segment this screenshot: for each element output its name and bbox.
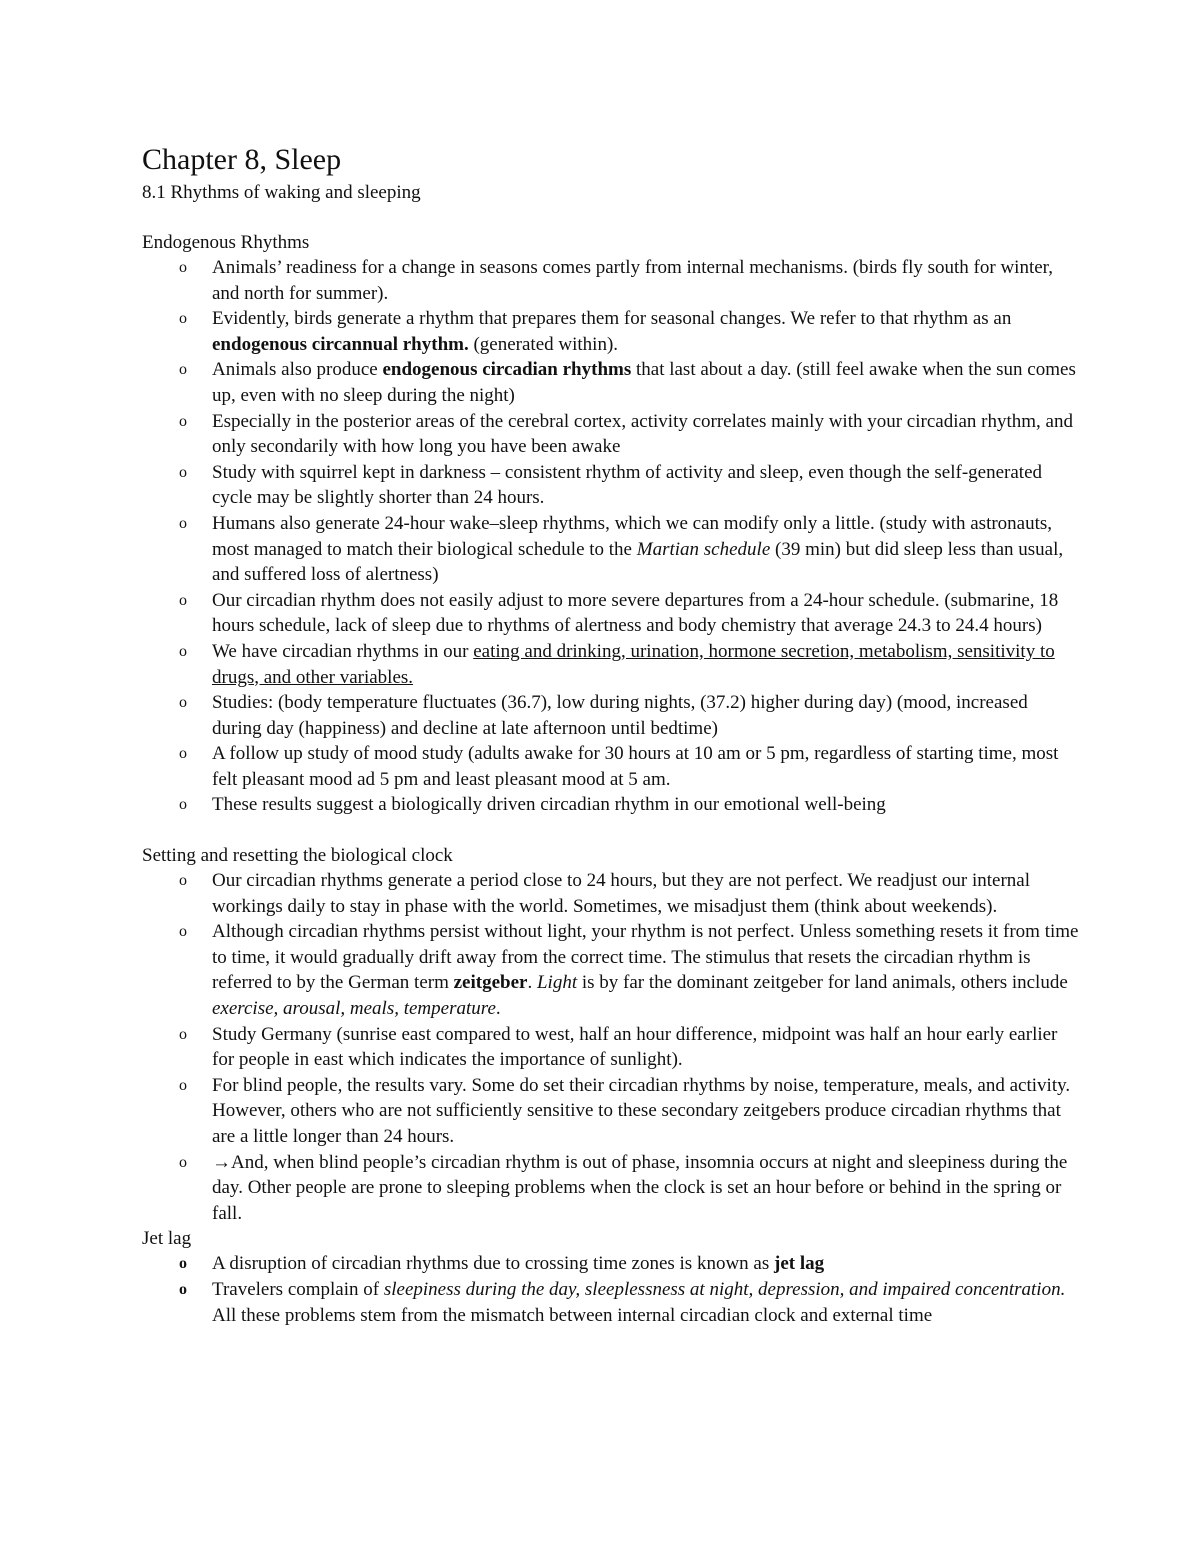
list-item — [142, 741, 1082, 792]
bullet-list-biological-clock — [142, 868, 1082, 1226]
section-subtitle: 8.1 Rhythms of waking and sleeping — [142, 182, 421, 203]
bullet-marker: o — [179, 1025, 187, 1043]
list-item — [142, 792, 1082, 818]
bullet-marker: o — [179, 412, 187, 430]
italic-term: exercise, arousal, meals, temperature — [212, 998, 496, 1020]
list-item — [142, 460, 1082, 511]
item-text: . — [495, 998, 501, 1020]
item-text: (39 min) but did sleep less than usual, and suffered loss of alertness) — [212, 538, 1064, 586]
bullet-list-jet-lag — [142, 1251, 1082, 1328]
item-text: For blind people, the results vary. Some do set their circadian rhythms by noise, temperature, meals, and activity. However, others who are not sufficiently sensitive to these secondary zeitgebers produce circadian rhythms that are a little longer than 24 hours. — [212, 1074, 1071, 1147]
item-text: Animals also produce — [212, 359, 383, 381]
bullet-marker: o — [179, 259, 187, 276]
underlined-text: eating and drinking, urination, hormone secretion, metabolism, sensitivity to drugs, and other variables. — [212, 640, 1055, 688]
document-body — [142, 140, 1082, 1328]
bullet-marker: o — [179, 361, 187, 379]
bullet-marker: o — [179, 872, 187, 890]
bold-term: zeitgeber — [453, 972, 528, 994]
bold-term: jet lag — [774, 1253, 825, 1275]
heading-jet-lag: Jet lag — [142, 1228, 192, 1250]
bold-term: → — [212, 1151, 231, 1173]
item-text: These results suggest a biologically driven circadian rhythm in our emotional well-being — [212, 794, 886, 816]
bullet-marker: o — [179, 591, 187, 609]
bullet-marker: o — [179, 463, 187, 481]
list-item — [142, 511, 1082, 588]
list-item — [142, 1251, 1082, 1277]
list-item — [142, 919, 1082, 1021]
bullet-marker: o — [179, 310, 187, 328]
item-text: Study with squirrel kept in darkness – consistent rhythm of activity and sleep, even though the self-generated cycle may be slightly shorter than 24 hours. — [212, 461, 1042, 509]
bullet-marker: o — [179, 1255, 187, 1273]
bullet-marker: o — [179, 514, 187, 532]
italic-term: Martian schedule — [636, 538, 771, 560]
list-item — [142, 255, 1082, 306]
list-item — [142, 409, 1082, 460]
item-text: Evidently, birds generate a rhythm that prepares them for seasonal changes. We refer to that rhythm as an — [212, 308, 1012, 330]
item-text: We have circadian rhythms in our — [212, 640, 474, 662]
list-item — [142, 1150, 1082, 1227]
bold-term: endogenous circannual rhythm. — [212, 333, 469, 355]
bold-term: endogenous circadian rhythms — [382, 359, 632, 381]
heading-endogenous-rhythms: Endogenous Rhythms — [142, 232, 310, 253]
item-text: Our circadian rhythm does not easily adjust to more severe departures from a 24-hour schedule. (submarine, 18 hours schedule, lack of sleep due to rhythms of alertness and body chemistry that average 24.3 to 24.4 hours) — [212, 589, 1059, 637]
item-text: Studies: (body temperature fluctuates (36.7), low during nights, (37.2) higher during day) (mood, increased during day (happiness) and decline at late afternoon until bedtime) — [212, 692, 1028, 739]
item-text: Although circadian rhythms persist without light, your rhythm is not perfect. Unless something resets it from time to time, it would gradually drift away from the correct time. The stimulus that resets the circadian rhythm is referred to by the German term — [212, 921, 1079, 994]
bullet-marker: o — [179, 1153, 187, 1171]
list-item — [142, 306, 1082, 357]
bullet-marker: o — [179, 745, 187, 763]
bullet-marker: o — [179, 1280, 187, 1298]
bullet-marker: o — [179, 1076, 187, 1094]
bullet-marker: o — [179, 642, 187, 660]
bullet-list-endogenous-rhythms — [142, 255, 1082, 818]
bullet-marker: o — [179, 923, 187, 941]
item-text: And, when blind people’s circadian rhythm is out of phase, insomnia occurs at night and sleepiness during the day. Other people are prone to sleeping problems when the clock is set an hour before or behind in the spring or fall. — [212, 1151, 1068, 1224]
item-text: Our circadian rhythms generate a period close to 24 hours, but they are not perfect. We readjust our internal workings daily to stay in phase with the world. Sometimes, we misadjust them (think about weekends). — [212, 870, 1030, 917]
item-text: is by far the dominant zeitgeber for land animals, others include — [577, 972, 1068, 994]
item-text: that last about a day. (still feel awake when the sun comes up, even with no sleep during the night) — [212, 359, 1076, 406]
item-text: (generated within). — [468, 333, 619, 355]
list-item — [142, 357, 1082, 408]
item-text: A disruption of circadian rhythms due to crossing time zones is known as — [212, 1253, 774, 1275]
heading-biological-clock: Setting and resetting the biological clock — [142, 845, 453, 867]
item-text: Travelers complain of — [212, 1278, 384, 1300]
list-item — [142, 1277, 1082, 1328]
list-item — [142, 1022, 1082, 1073]
list-item — [142, 868, 1082, 919]
item-text: . — [527, 972, 537, 994]
bullet-marker: o — [179, 694, 187, 712]
list-item — [142, 690, 1082, 741]
italic-term: sleepiness during the day, sleeplessness at night, depression, and impaired concentration. — [383, 1278, 1066, 1300]
list-item — [142, 588, 1082, 639]
italic-term: Light — [536, 972, 578, 994]
paragraph-gap — [142, 818, 1082, 843]
list-item — [142, 639, 1082, 690]
item-text: Especially in the posterior areas of the cerebral cortex, activity correlates mainly with your circadian rhythm, and only secondarily with how long you have been awake — [212, 410, 1073, 458]
item-text: Study Germany (sunrise east compared to west, half an hour difference, midpoint was half an hour early earlier for people in east which indicates the importance of sunlight). — [212, 1023, 1058, 1071]
bullet-marker: o — [179, 796, 187, 814]
item-text: A follow up study of mood study (adults awake for 30 hours at 10 am or 5 pm, regardless of starting time, most felt pleasant mood ad 5 pm and least pleasant mood at 5 am. — [212, 743, 1059, 790]
list-item — [142, 1073, 1082, 1150]
item-text: Humans also generate 24-hour wake–sleep rhythms, which we can modify only a little. (study with astronauts, most managed to match their biological schedule to the — [212, 512, 1053, 560]
item-text: All these problems stem from the mismatch between internal circadian clock and external time — [212, 1304, 933, 1326]
item-text: Animals’ readiness for a change in seasons comes partly from internal mechanisms. (birds fly south for winter, and north for summer). — [212, 257, 1053, 304]
page-title: Chapter 8, Sleep — [142, 143, 342, 176]
